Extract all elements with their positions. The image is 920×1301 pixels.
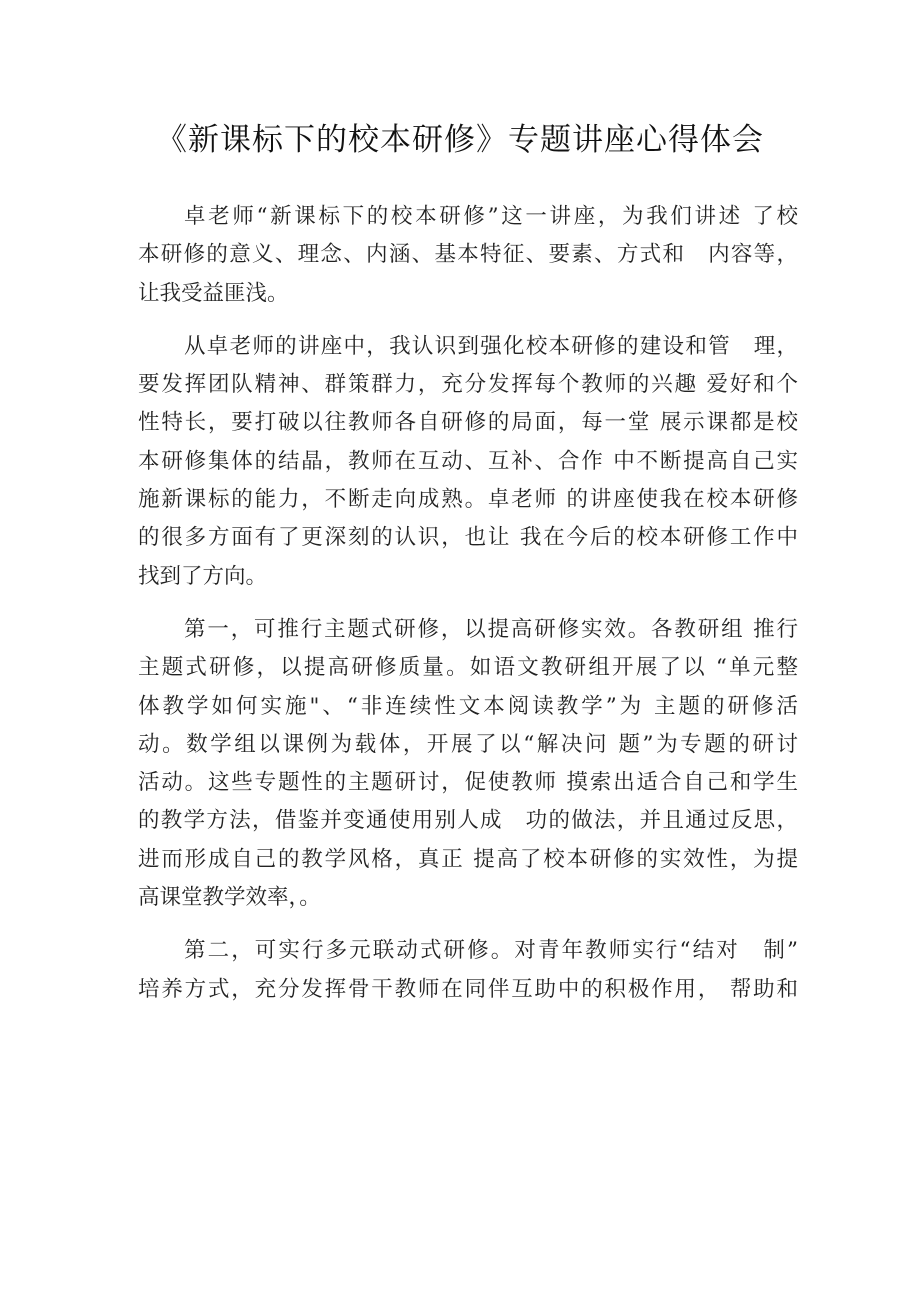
text-line: 体教学如何实施"、“非连续性文本阅读教学”为 主题的研修活	[138, 693, 798, 719]
text-line: 第二，可实行多元联动式研修。对青年教师实行“结对 制”	[184, 938, 798, 964]
text-line: 的很多方面有了更深刻的认识，也让 我在今后的校本研修工作中	[138, 525, 798, 551]
text-line: 卓老师“新课标下的校本研修”这一讲座，为我们讲述 了校	[184, 204, 798, 229]
text-line: 高课堂教学效率，。	[138, 885, 321, 911]
text-line: 从卓老师的讲座中，我认识到强化校本研修的建设和管 理，	[184, 333, 798, 359]
text-line: 进而形成自己的教学风格，真正 提高了校本研修的实效性，为提	[138, 846, 798, 872]
text-line: 动。数学组以课例为载体，开展了以“解决问 题”为专题的研讨	[138, 731, 798, 757]
document-title: 《新课标下的校本研修》专题讲座心得体会	[156, 122, 764, 158]
paragraph-3	[138, 611, 798, 917]
text-line: 第一，可推行主题式研修，以提高研修实效。各教研组 推行	[184, 616, 798, 642]
text-line: 本研修集体的结晶，教师在互动、互补、合作 中不断提高自己实	[138, 448, 798, 474]
text-line: 主题式研修，以提高研修质量。如语文教研组开展了以 “单元整	[138, 655, 798, 681]
text-line: 培养方式，充分发挥骨干教师在同伴互助中的积极作用， 帮助和	[138, 976, 798, 1002]
text-line: 要发挥团队精神、群策群力，充分发挥每个教师的兴趣 爱好和个	[138, 372, 798, 398]
text-line: 让我受益匪浅。	[138, 280, 289, 306]
text-line: 本研修的意义、理念、内涵、基本特征、要素、方式和 内容等，	[138, 242, 798, 268]
text-line: 的教学方法，借鉴并变通使用别人成 功的做法，并且通过反思，	[138, 808, 798, 834]
text-line: 施新课标的能力，不断走向成熟。卓老师 的讲座使我在校本研修	[138, 487, 798, 513]
paragraph-4	[138, 932, 798, 1009]
paragraph-1	[138, 198, 798, 313]
text-line: 活动。这些专题性的主题研讨，促使教师 摸索出适合自己和学生	[138, 770, 798, 796]
paragraph-2	[138, 328, 798, 596]
text-line: 找到了方向。	[138, 563, 268, 589]
text-line: 性特长，要打破以往教师各自研修的局面，每一堂 展示课都是校	[138, 410, 798, 436]
document-body	[138, 198, 798, 1024]
